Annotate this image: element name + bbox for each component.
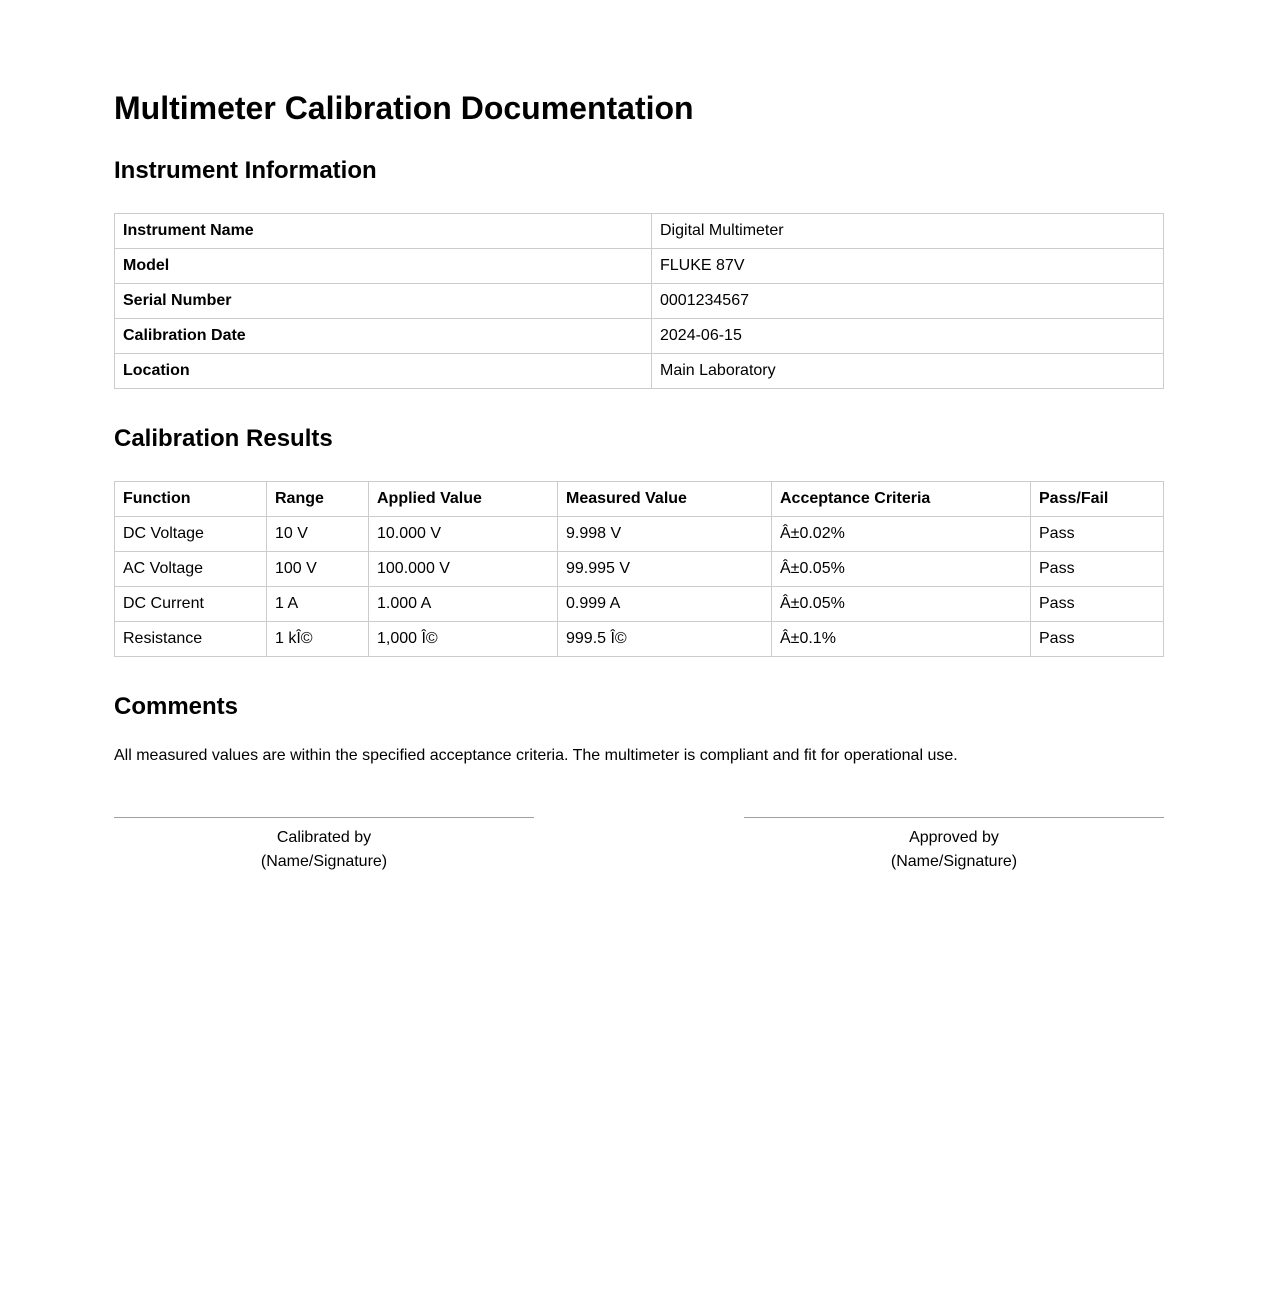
cell-acceptance-criteria: Â±0.05% <box>772 587 1031 622</box>
table-row <box>115 552 1164 587</box>
cell-pass-fail: Pass <box>1031 622 1164 657</box>
signature-calibrated-by <box>114 817 534 874</box>
table-header-row <box>115 482 1164 517</box>
cell-range: 1 A <box>267 587 369 622</box>
cell-range: 1 kÎ© <box>267 622 369 657</box>
signature-approved-by <box>744 817 1164 874</box>
signature-hint: (Name/Signature) <box>260 853 388 870</box>
cell-measured-value: 0.999 A <box>558 587 772 622</box>
signature-hint: (Name/Signature) <box>890 853 1018 870</box>
signature-role: Approved by <box>909 829 999 846</box>
table-row <box>115 249 1164 284</box>
info-label: Instrument Name <box>115 214 652 249</box>
cell-function: DC Current <box>115 587 267 622</box>
cell-applied-value: 1.000 A <box>369 587 558 622</box>
cell-applied-value: 10.000 V <box>369 517 558 552</box>
cell-acceptance-criteria: Â±0.02% <box>772 517 1031 552</box>
info-label: Calibration Date <box>115 319 652 354</box>
signature-role: Calibrated by <box>276 829 372 846</box>
info-label: Location <box>115 354 652 389</box>
calibration-results-table <box>114 481 1164 657</box>
cell-range: 10 V <box>267 517 369 552</box>
comments-text: All measured values are within the specified acceptance criteria. The multimeter is compliant and fit for operational use. <box>114 747 958 764</box>
page-title: Multimeter Calibration Documentation <box>114 90 694 126</box>
table-row <box>115 354 1164 389</box>
table-row <box>115 214 1164 249</box>
instrument-info-heading: Instrument Information <box>114 157 377 184</box>
info-label: Model <box>115 249 652 284</box>
table-row <box>115 517 1164 552</box>
table-row <box>115 319 1164 354</box>
cell-measured-value: 9.998 V <box>558 517 772 552</box>
column-header-function: Function <box>115 482 267 517</box>
cell-measured-value: 99.995 V <box>558 552 772 587</box>
column-header-range: Range <box>267 482 369 517</box>
info-value: 0001234567 <box>652 284 1164 319</box>
cell-measured-value: 999.5 Î© <box>558 622 772 657</box>
cell-function: DC Voltage <box>115 517 267 552</box>
info-value: FLUKE 87V <box>652 249 1164 284</box>
cell-function: AC Voltage <box>115 552 267 587</box>
cell-pass-fail: Pass <box>1031 587 1164 622</box>
info-label: Serial Number <box>115 284 652 319</box>
comments-heading: Comments <box>114 693 239 720</box>
cell-function: Resistance <box>115 622 267 657</box>
calibration-results-heading: Calibration Results <box>114 425 333 452</box>
cell-range: 100 V <box>267 552 369 587</box>
instrument-info-table <box>114 213 1164 389</box>
info-value: Digital Multimeter <box>652 214 1164 249</box>
column-header-acceptance-criteria: Acceptance Criteria <box>772 482 1031 517</box>
info-value: Main Laboratory <box>652 354 1164 389</box>
cell-applied-value: 100.000 V <box>369 552 558 587</box>
column-header-measured-value: Measured Value <box>558 482 772 517</box>
table-row <box>115 284 1164 319</box>
column-header-pass-fail: Pass/Fail <box>1031 482 1164 517</box>
info-value: 2024-06-15 <box>652 319 1164 354</box>
table-row <box>115 622 1164 657</box>
column-header-applied-value: Applied Value <box>369 482 558 517</box>
cell-pass-fail: Pass <box>1031 517 1164 552</box>
cell-pass-fail: Pass <box>1031 552 1164 587</box>
cell-acceptance-criteria: Â±0.1% <box>772 622 1031 657</box>
table-row <box>115 587 1164 622</box>
cell-acceptance-criteria: Â±0.05% <box>772 552 1031 587</box>
cell-applied-value: 1,000 Î© <box>369 622 558 657</box>
